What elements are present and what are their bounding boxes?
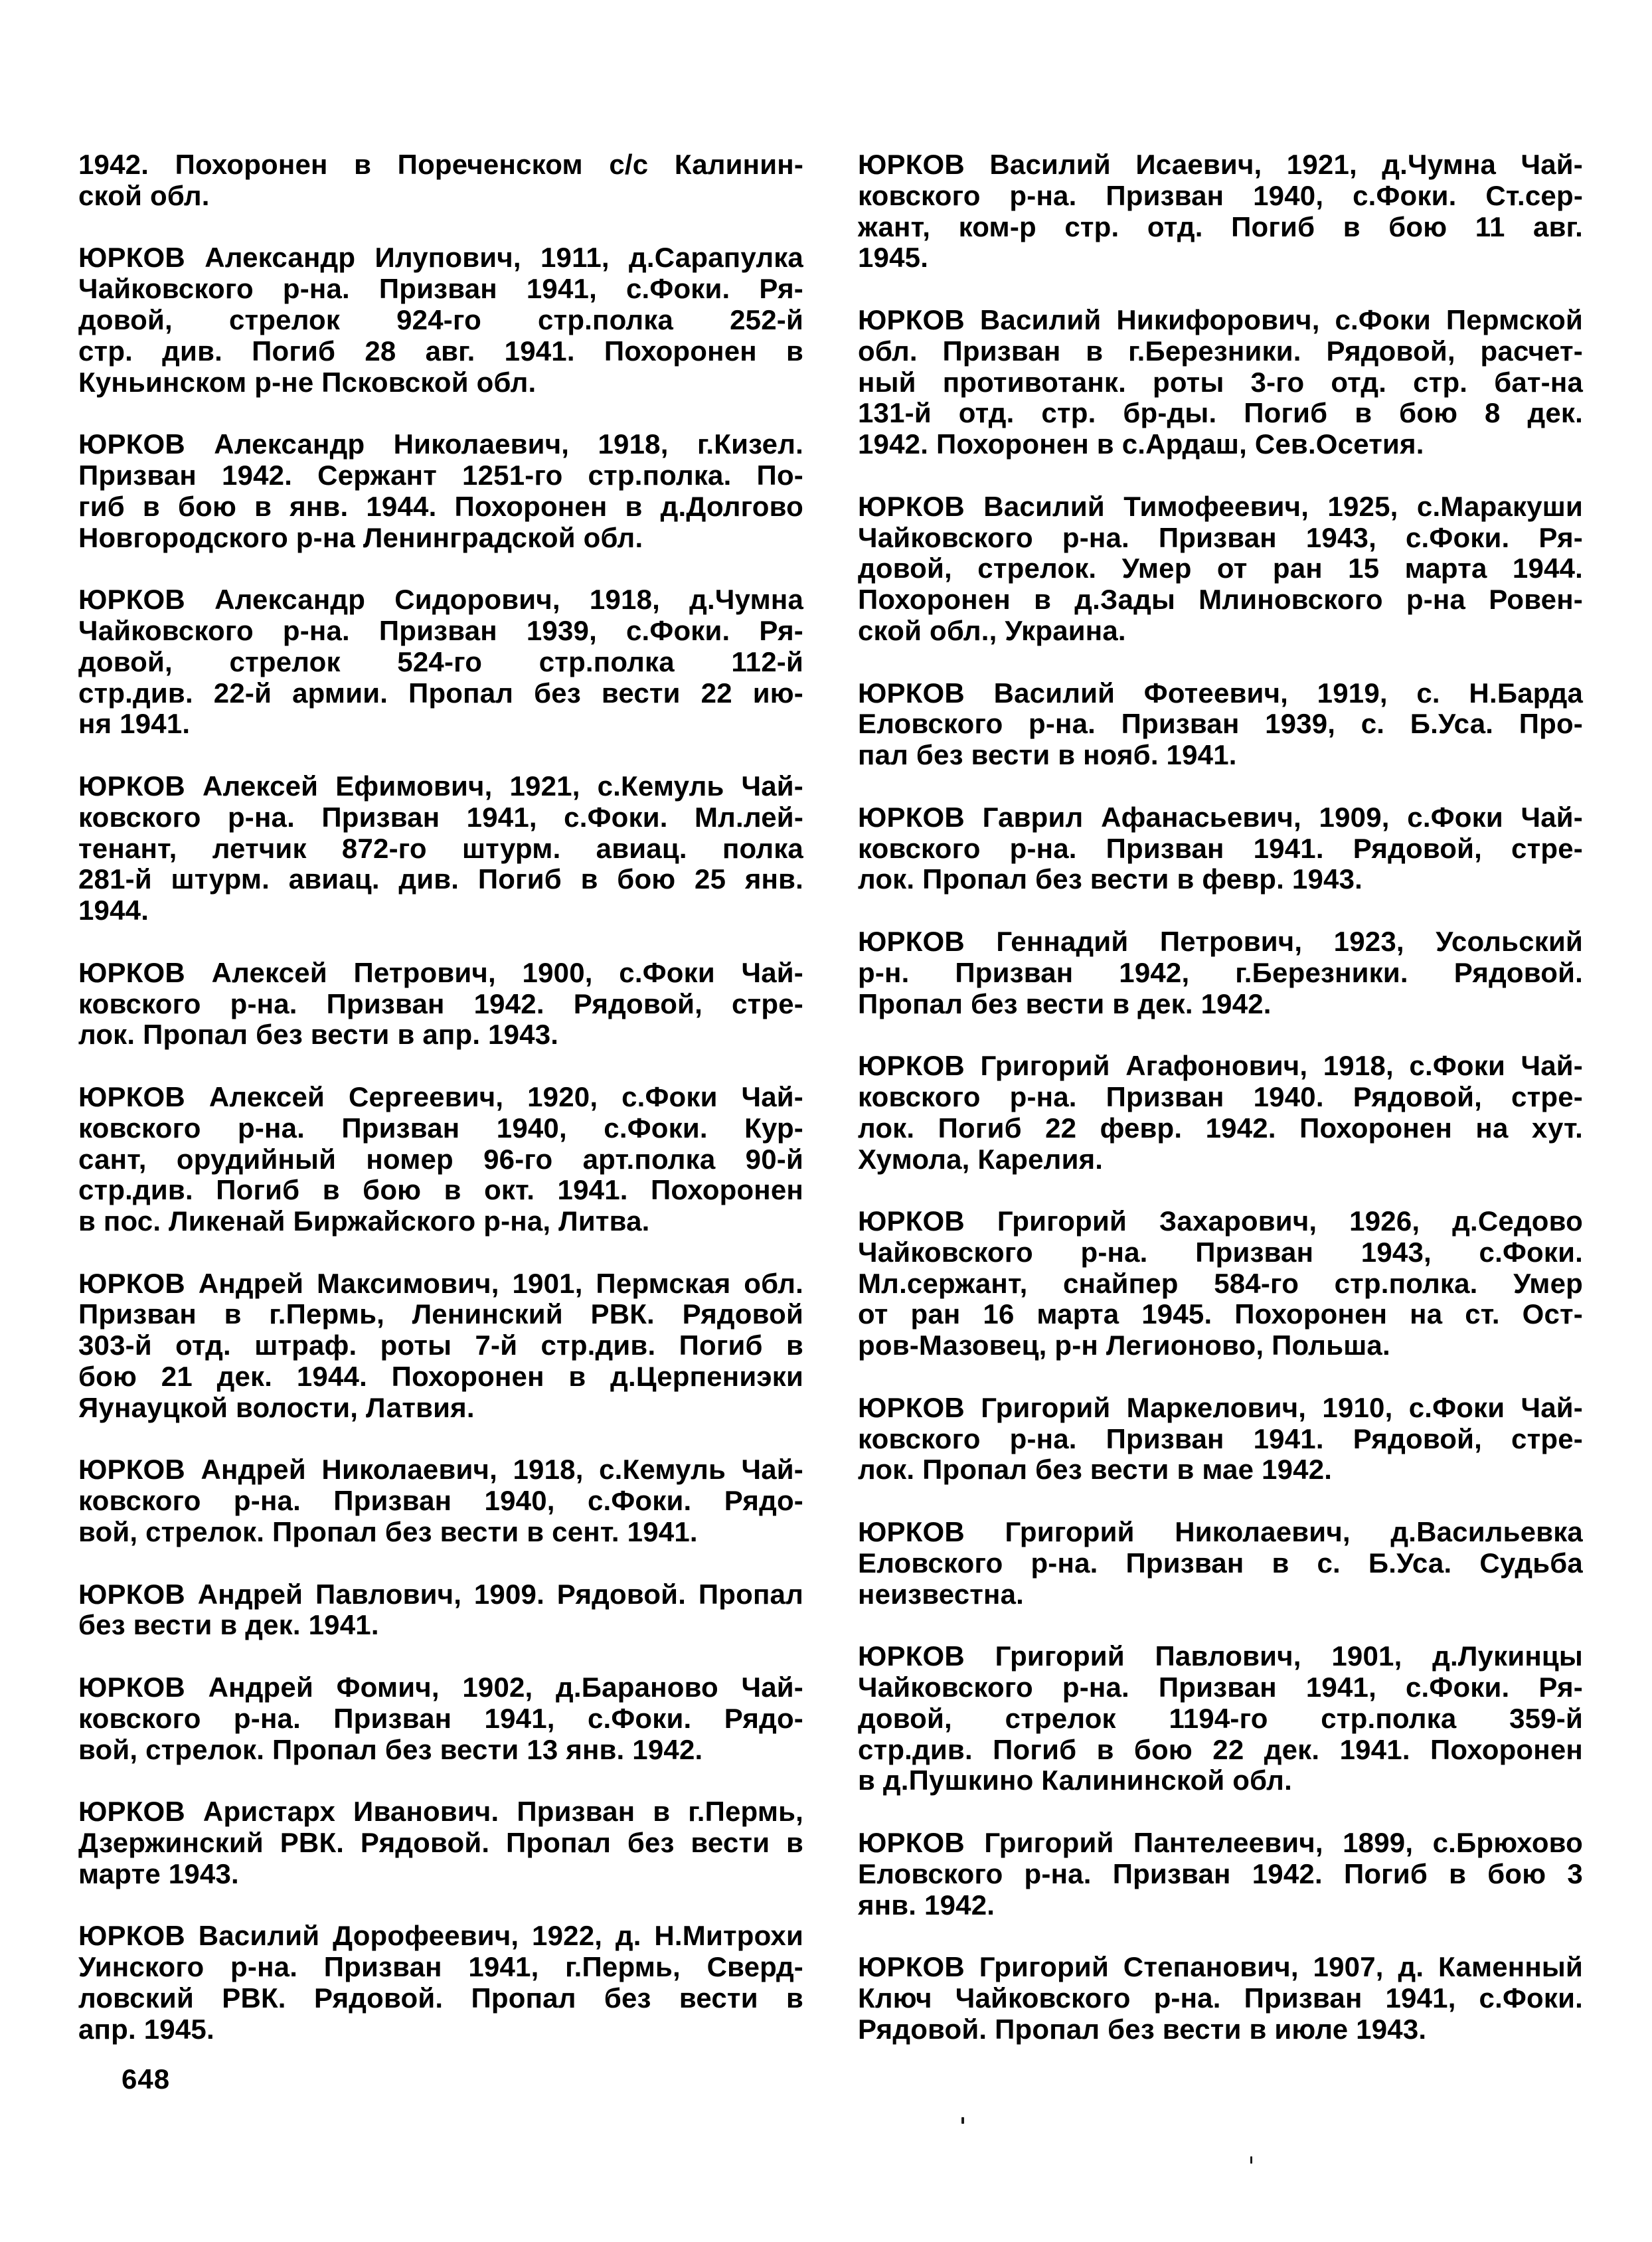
memorial-entry xyxy=(858,926,1583,1019)
entry-line: вой, стрелок. Пропал без вести в сент. 1941. xyxy=(78,1516,698,1548)
entry-line: ЮРКОВ Геннадий Петрович, 1923, Усольский xyxy=(858,925,1583,957)
entry-line: стр.див. Погиб в бою в окт. 1941. Похоронен xyxy=(78,1174,803,1206)
memorial-entry xyxy=(78,242,803,398)
entry-line: неизвестна. xyxy=(858,1578,1025,1610)
entry-line: ЮРКОВ Василий Фотеевич, 1919, с. Н.Барда xyxy=(858,677,1583,709)
memorial-entry xyxy=(78,149,803,212)
entry-line: ЮРКОВ Василий Исаевич, 1921, д.Чумна Чай- xyxy=(858,149,1583,180)
entry-line: ров-Мазовец, р-н Легионово, Польша. xyxy=(858,1330,1390,1361)
entry-line: ЮРКОВ Григорий Агафонович, 1918, с.Фоки Чай- xyxy=(858,1050,1583,1082)
entry-line: 131-й отд. стр. бр-ды. Погиб в бою 8 дек. xyxy=(858,397,1583,429)
entry-line: янв. 1942. xyxy=(858,1889,995,1921)
entry-line: без вести в дек. 1941. xyxy=(78,1609,379,1641)
entry-line: лок. Пропал без вести в мае 1942. xyxy=(858,1454,1333,1486)
entry-line: ковского р-на. Призван 1940, с.Фоки. Рядо- xyxy=(78,1485,803,1517)
entry-line: 1942. Похоронен в Пореченском с/с Калинин- xyxy=(78,149,803,180)
memorial-entry xyxy=(858,1051,1583,1175)
entry-line: ской обл. xyxy=(78,179,210,211)
entry-line: ЮРКОВ Андрей Павлович, 1909. Рядовой. Пропал xyxy=(78,1578,803,1610)
memorial-entry xyxy=(78,1268,803,1424)
memorial-entry xyxy=(78,771,803,926)
entry-line: 303-й отд. штраф. роты 7-й стр.див. Погиб в xyxy=(78,1330,803,1361)
memorial-entry xyxy=(858,1641,1583,1796)
entry-line: ЮРКОВ Григорий Степанович, 1907, д. Каменный xyxy=(858,1951,1583,1983)
entry-line: Хумола, Карелия. xyxy=(858,1143,1104,1175)
entry-line: довой, стрелок. Умер от ран 15 марта 1944. xyxy=(858,553,1583,584)
entry-line: ЮРКОВ Андрей Максимович, 1901, Пермская обл. xyxy=(78,1267,803,1299)
entry-line: ЮРКОВ Григорий Павлович, 1901, д.Лукинцы xyxy=(858,1640,1583,1672)
entry-line: апр. 1945. xyxy=(78,2013,214,2045)
memorial-entry xyxy=(858,1206,1583,1361)
entry-line: Куньинском р-не Псковской обл. xyxy=(78,366,537,398)
memorial-entry xyxy=(78,429,803,553)
entry-line: довой, стрелок 524-го стр.полка 112-й xyxy=(78,646,803,677)
entry-line: Пропал без вести в дек. 1942. xyxy=(858,988,1272,1019)
entry-line: Еловского р-на. Призван 1939, с. Б.Уса. Про- xyxy=(858,708,1583,740)
entry-line: вой, стрелок. Пропал без вести 13 янв. 1942. xyxy=(78,1733,703,1765)
entry-line: Новгородского р-на Ленинградской обл. xyxy=(78,521,643,553)
entry-line: ЮРКОВ Василий Тимофеевич, 1925, с.Маракуши xyxy=(858,490,1583,522)
entry-line: Еловского р-на. Призван 1942. Погиб в бою 3 xyxy=(858,1857,1583,1889)
memorial-entry xyxy=(858,802,1583,895)
entry-line: Яунауцкой волости, Латвия. xyxy=(78,1391,475,1423)
memorial-entry xyxy=(858,149,1583,274)
entry-line: ЮРКОВ Алексей Ефимович, 1921, с.Кемуль Чай- xyxy=(78,770,803,802)
entry-line: Ключ Чайковского р-на. Призван 1941, с.Фоки. xyxy=(858,1982,1583,2014)
entry-line: ЮРКОВ Алексей Сергеевич, 1920, с.Фоки Чай- xyxy=(78,1080,803,1112)
memorial-entry xyxy=(858,678,1583,771)
entry-line: жант, ком-р стр. отд. Погиб в бою 11 авг. xyxy=(858,211,1583,242)
entry-line: Дзержинский РВК. Рядовой. Пропал без вести в xyxy=(78,1827,803,1859)
entry-line: в пос. Ликенай Биржайского р-на, Литва. xyxy=(78,1205,650,1237)
entry-line: Чайковского р-на. Призван 1943, с.Фоки. xyxy=(858,1236,1583,1268)
entry-line: Призван в г.Пермь, Ленинский РВК. Рядовой xyxy=(78,1298,803,1330)
entry-line: ской обл., Украина. xyxy=(858,614,1126,646)
entry-line: ковского р-на. Призван 1941. Рядовой, стре- xyxy=(858,832,1583,864)
entry-line: Похоронен в д.Зады Млиновского р-на Ровен- xyxy=(858,584,1583,616)
entry-line: ЮРКОВ Александр Николаевич, 1918, г.Кизел. xyxy=(78,428,803,460)
entry-line: 1942. Похоронен в с.Ардаш, Сев.Осетия. xyxy=(858,428,1424,460)
entry-line: ный противотанк. роты 3-го отд. стр. бат-на xyxy=(858,366,1583,398)
memorial-entry xyxy=(78,1454,803,1547)
entry-line: пал без вести в нояб. 1941. xyxy=(858,739,1237,771)
entry-line: от ран 16 марта 1945. Похоронен на ст. Ост- xyxy=(858,1298,1583,1330)
entry-line: Чайковского р-на. Призван 1943, с.Фоки. Ря- xyxy=(858,521,1583,553)
scan-speck xyxy=(961,2117,964,2124)
entry-line: 1944. xyxy=(78,895,149,926)
entry-line: Чайковского р-на. Призван 1941, с.Фоки. Ря- xyxy=(858,1672,1583,1703)
memorial-entry xyxy=(78,1672,803,1765)
entry-line: ковского р-на. Призван 1940. Рядовой, стре- xyxy=(858,1080,1583,1112)
entry-line: марте 1943. xyxy=(78,1857,239,1889)
memorial-entry xyxy=(78,584,803,740)
entry-line: Рядовой. Пропал без вести в июле 1943. xyxy=(858,2013,1427,2045)
memorial-entry xyxy=(78,1921,803,2045)
entry-line: Призван 1942. Сержант 1251-го стр.полка. По- xyxy=(78,459,803,491)
entry-line: Мл.сержант, снайпер 584-го стр.полка. Умер xyxy=(858,1267,1583,1299)
entry-line: стр. див. Погиб 28 авг. 1941. Похоронен в xyxy=(78,335,803,367)
memorial-entry xyxy=(858,1952,1583,2045)
memorial-entry xyxy=(78,1082,803,1237)
entry-line: в д.Пушкино Калининской обл. xyxy=(858,1765,1292,1796)
entry-line: довой, стрелок 1194-го стр.полка 359-й xyxy=(858,1702,1583,1734)
entry-line: стр.див. Погиб в бою 22 дек. 1941. Похоронен xyxy=(858,1733,1583,1765)
entry-line: ковского р-на. Призван 1941, с.Фоки. Мл.лей- xyxy=(78,801,803,833)
entry-line: ковского р-на. Призван 1940, с.Фоки. Кур- xyxy=(78,1112,803,1144)
memorial-entry xyxy=(858,1828,1583,1921)
entry-line: ЮРКОВ Григорий Пантелеевич, 1899, с.Брюхово xyxy=(858,1827,1583,1859)
entry-line: ЮРКОВ Андрей Николаевич, 1918, с.Кемуль Чай- xyxy=(78,1454,803,1486)
entry-line: ковского р-на. Призван 1940, с.Фоки. Ст.сер- xyxy=(858,179,1583,211)
entry-line: ЮРКОВ Андрей Фомич, 1902, д.Бараново Чай- xyxy=(78,1672,803,1703)
entry-line: обл. Призван в г.Березники. Рядовой, расчет- xyxy=(858,335,1583,367)
entry-line: стр.див. 22-й армии. Пропал без вести 22 ию- xyxy=(78,677,803,709)
entry-line: ЮРКОВ Василий Дорофеевич, 1922, д. Н.Митрохи xyxy=(78,1920,803,1952)
memorial-entry xyxy=(858,305,1583,460)
entry-line: Чайковского р-на. Призван 1939, с.Фоки. Ря- xyxy=(78,614,803,646)
memorial-entry xyxy=(78,1796,803,1889)
entry-line: Уинского р-на. Призван 1941, г.Пермь, Сверд- xyxy=(78,1951,803,1983)
entry-line: лок. Пропал без вести в апр. 1943. xyxy=(78,1019,559,1051)
entry-line: гиб в бою в янв. 1944. Похоронен в д.Долгово xyxy=(78,490,803,522)
entry-line: ЮРКОВ Григорий Захарович, 1926, д.Седово xyxy=(858,1205,1583,1237)
entry-line: ня 1941. xyxy=(78,708,191,740)
right-column xyxy=(858,149,1583,2045)
entry-line: ЮРКОВ Аристарх Иванович. Призван в г.Пермь, xyxy=(78,1796,803,1828)
entry-line: лок. Пропал без вести в февр. 1943. xyxy=(858,863,1363,895)
entry-line: ковского р-на. Призван 1941. Рядовой, стре- xyxy=(858,1423,1583,1454)
entry-line: ЮРКОВ Григорий Николаевич, д.Васильевка xyxy=(858,1516,1583,1548)
entry-line: ЮРКОВ Григорий Маркелович, 1910, с.Фоки Чай- xyxy=(858,1391,1583,1423)
entry-line: ЮРКОВ Алексей Петрович, 1900, с.Фоки Чай- xyxy=(78,956,803,988)
entry-line: ЮРКОВ Александр Илупович, 1911, д.Сарапулка xyxy=(78,242,803,274)
entry-line: 281-й штурм. авиац. див. Погиб в бою 25 янв. xyxy=(78,863,803,895)
entry-line: Чайковского р-на. Призван 1941, с.Фоки. Ря- xyxy=(78,273,803,305)
entry-line: ЮРКОВ Василий Никифорович, с.Фоки Пермской xyxy=(858,303,1583,335)
memorial-entry xyxy=(858,1393,1583,1486)
scan-speck xyxy=(1250,2156,1252,2164)
entry-line: довой, стрелок 924-го стр.полка 252-й xyxy=(78,303,803,335)
entry-line: 1945. xyxy=(858,242,929,274)
entry-line: ковского р-на. Призван 1942. Рядовой, стре- xyxy=(78,988,803,1019)
entry-line: сант, орудийный номер 96-го арт.полка 90-й xyxy=(78,1143,803,1175)
entry-line: ловский РВК. Рядовой. Пропал без вести в xyxy=(78,1982,803,2014)
memorial-entry xyxy=(858,1517,1583,1610)
entry-line: тенант, летчик 872-го штурм. авиац. полка xyxy=(78,832,803,864)
page-number: 648 xyxy=(122,2063,171,2095)
memorial-entry xyxy=(858,491,1583,647)
left-column xyxy=(78,149,803,2045)
memorial-entry xyxy=(78,958,803,1051)
entry-line: бою 21 дек. 1944. Похоронен в д.Церпениэки xyxy=(78,1361,803,1393)
entry-line: ЮРКОВ Гаврил Афанасьевич, 1909, с.Фоки Чай- xyxy=(858,801,1583,833)
entry-line: ковского р-на. Призван 1941, с.Фоки. Рядо- xyxy=(78,1702,803,1734)
entry-line: лок. Погиб 22 февр. 1942. Похоронен на хут. xyxy=(858,1112,1583,1144)
entry-line: Еловского р-на. Призван в с. Б.Уса. Судьба xyxy=(858,1547,1583,1579)
memorial-entry xyxy=(78,1579,803,1642)
entry-line: р-н. Призван 1942, г.Березники. Рядовой. xyxy=(858,956,1583,988)
entry-line: ЮРКОВ Александр Сидорович, 1918, д.Чумна xyxy=(78,584,803,616)
